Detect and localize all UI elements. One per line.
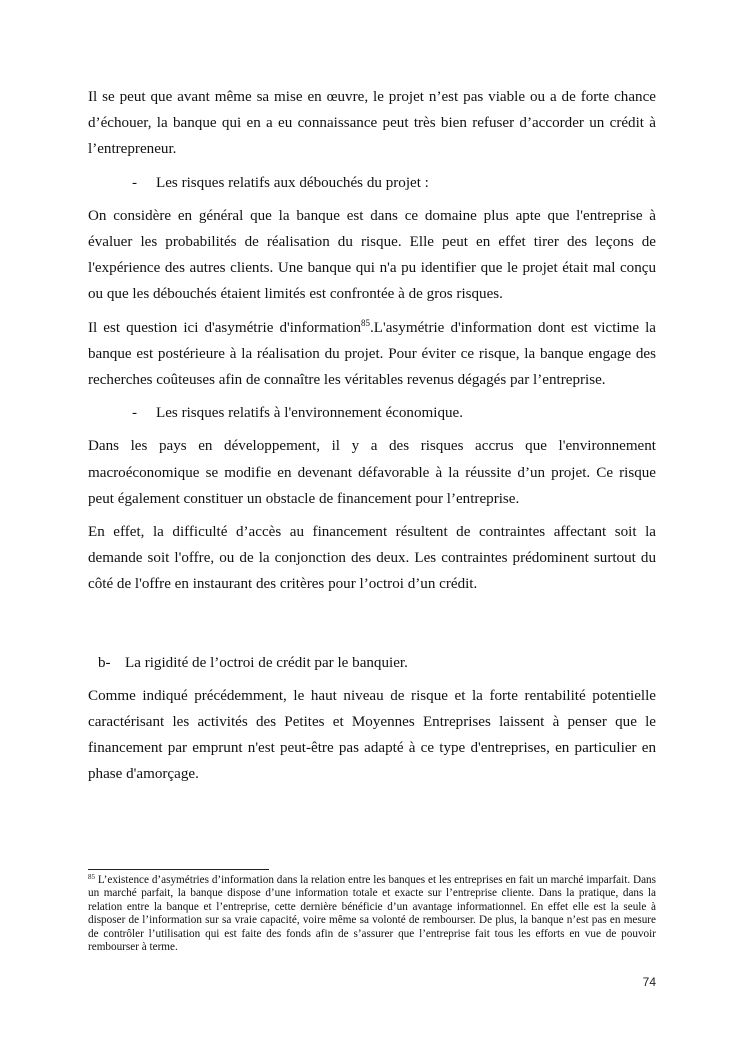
footnote-separator: [88, 869, 269, 870]
bullet-text: Les risques relatifs aux débouchés du projet :: [156, 174, 429, 191]
section-heading-b: [88, 650, 656, 676]
bullet-dash: -: [132, 405, 138, 422]
section-title: La rigidité de l’octroi de crédit par le banquier.: [125, 654, 408, 671]
paragraph-project-viability: Il se peut que avant même sa mise en œuvre, le projet n’est pas viable ou a de forte chance d’échouer, la banque qui en a eu connaissance peut très bien refuser d’accorder un crédit à l’entrepreneur.: [88, 89, 656, 158]
bullet-market-risks: [88, 170, 656, 196]
paragraph-text-before: Il est question ici d'asymétrie d'information: [88, 319, 361, 336]
footnote-reference[interactable]: 85: [361, 317, 370, 328]
paragraph-financing-access: En effet, la difficulté d’accès au financement résultent de contraintes affectant soit la demande soit l'offre, ou de la conjonction des deux. Les contraintes prédominent surtout du côté de l'offre en instaurant des critères pour l’octroi d’un crédit.: [88, 524, 656, 593]
section-marker: b-: [98, 654, 111, 671]
paragraph-bank-assessment: On considère en général que la banque est dans ce domaine plus apte que l'entreprise à évaluer les probabilités de réalisation du risque. Elle peut en effet tirer des leçons de l'expérience des autres clients. Une banque qui n'a pu identifier que le projet était mal conçu ou que les débouchés étaient limités est confrontée à de gros risques.: [88, 207, 656, 303]
paragraph-information-asymmetry: [88, 315, 656, 394]
page-number: 74: [642, 975, 656, 989]
paragraph-developing-countries: Dans les pays en développement, il y a des risques accrus que l'environnement macroéconomique se modifie en devenant défavorable à la réussite d’un projet. Ce risque peut également constituer un obstacle de financement pour l’entreprise.: [88, 438, 656, 507]
footnote-85: [88, 874, 656, 954]
footnote-text: L’existence d’asymétries d’information dans la relation entre les banques et les entreprises en fait un marché imparfait. Dans un marché parfait, la banque dispose d’une information totale et exacte sur l’entreprise cliente. Dans la pratique, dans la relation entre la banque et l’entreprise, cette dernière bénéficie d’un avantage informationnel. En effet elle est la seule à disposer de l’information sur sa vraie capacité, voire même sa volonté de rembourser. De plus, la banque n’est pas en mesure de contrôler l’utilisation qui est faite des fonds afin de s’assurer que l’entreprise fait tous les efforts en vue de pouvoir rembourser à terme.: [88, 874, 656, 954]
bullet-dash: -: [132, 174, 138, 191]
footnote-number: 85: [88, 873, 95, 881]
paragraph-text-after: .L'asymétrie d'information dont est victime la banque est postérieure à la réalisation du projet. Pour éviter ce risque, la banque engage des recherches coûteuses afin de connaître les véritables revenus dégagés par l’entreprise.: [88, 319, 656, 389]
bullet-economic-risks: [88, 400, 656, 426]
bullet-text: Les risques relatifs à l'environnement économique.: [156, 405, 464, 422]
paragraph-sme-financing: Comme indiqué précédemment, le haut niveau de risque et la forte rentabilité potentielle caractérisant les activités des Petites et Moyennes Entreprises laissent à penser que le financement par emprunt n'est peut-être pas adapté à ce type d'entreprises, en particulier en phase d'amorçage.: [88, 687, 656, 783]
document-body: [88, 84, 656, 795]
